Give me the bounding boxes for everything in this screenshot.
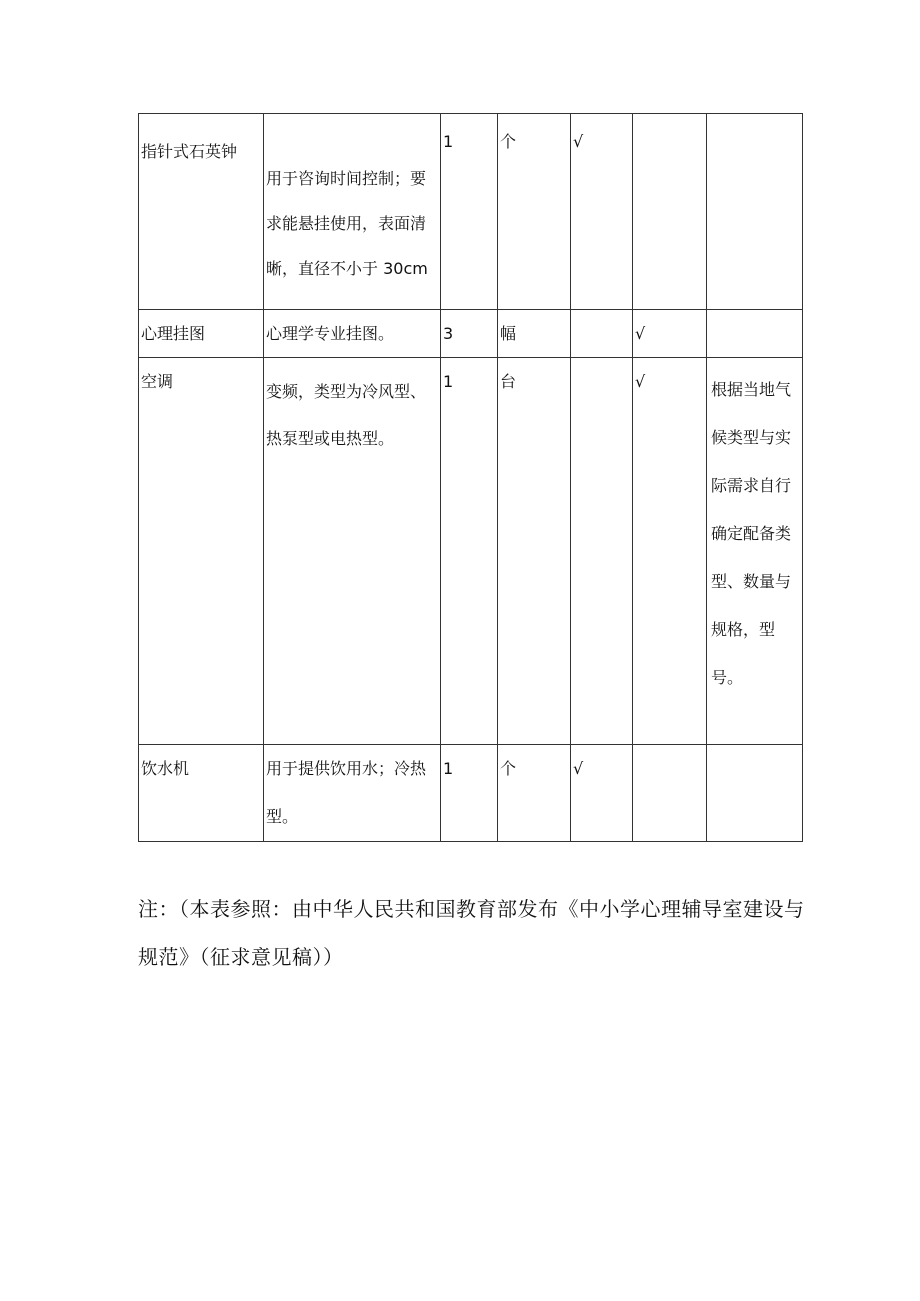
- table-row: [139, 358, 803, 745]
- cell-qty: 3: [441, 310, 498, 358]
- cell-remark: 根据当地气候类型与实际需求自行确定配备类型、数量与规格，型号。: [707, 358, 803, 745]
- cell-name: 饮水机: [139, 745, 264, 842]
- cell-qty: 1: [441, 358, 498, 745]
- cell-check-b: √: [633, 310, 707, 358]
- cell-desc: 心理学专业挂图。: [264, 310, 441, 358]
- cell-name: 心理挂图: [139, 310, 264, 358]
- cell-unit: 幅: [498, 310, 571, 358]
- cell-check-b: √: [633, 358, 707, 745]
- cell-desc: 用于咨询时间控制；要求能悬挂使用，表面清晰，直径不小于 30cm: [264, 114, 441, 310]
- cell-check-a: √: [571, 114, 633, 310]
- cell-check-a: [571, 310, 633, 358]
- cell-unit: 个: [498, 114, 571, 310]
- cell-check-b: [633, 114, 707, 310]
- table-row: [139, 310, 803, 358]
- cell-check-b: [633, 745, 707, 842]
- cell-unit: 个: [498, 745, 571, 842]
- cell-qty: 1: [441, 114, 498, 310]
- cell-remark: [707, 114, 803, 310]
- table-note: 注：（本表参照：由中华人民共和国教育部发布《中小学心理辅导室建设与规范》（征求意见稿））: [138, 897, 805, 969]
- cell-check-a: √: [571, 745, 633, 842]
- cell-name: 空调: [139, 358, 264, 745]
- cell-unit: 台: [498, 358, 571, 745]
- cell-remark: [707, 745, 803, 842]
- cell-desc: 变频，类型为冷风型、热泵型或电热型。: [264, 358, 441, 745]
- table-row: [139, 745, 803, 842]
- cell-name: 指针式石英钟: [139, 114, 264, 310]
- equipment-table: [138, 113, 803, 842]
- cell-remark: [707, 310, 803, 358]
- cell-qty: 1: [441, 745, 498, 842]
- table-row: [139, 114, 803, 310]
- cell-check-a: [571, 358, 633, 745]
- cell-desc: 用于提供饮用水；冷热型。: [264, 745, 441, 842]
